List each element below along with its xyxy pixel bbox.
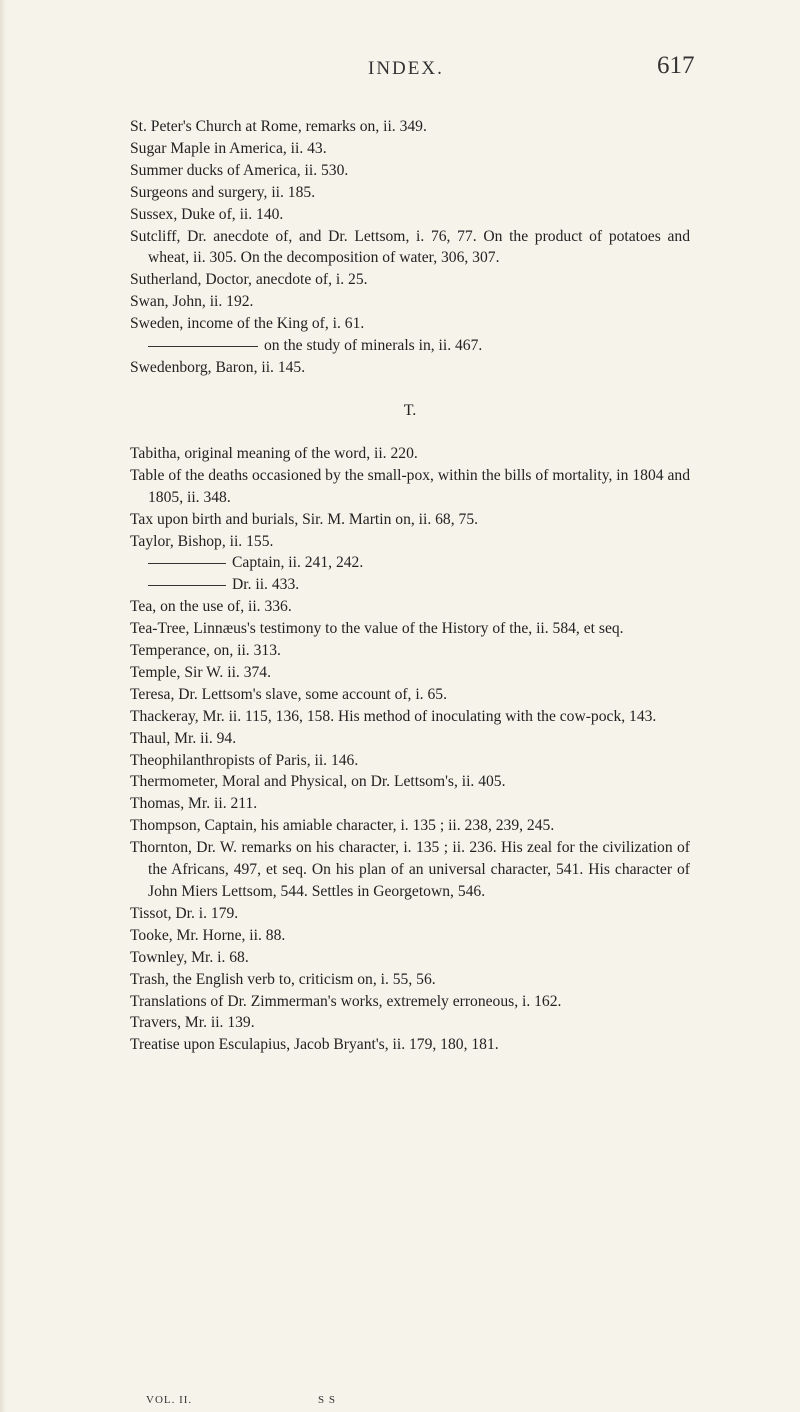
index-entry: Temple, Sir W. ii. 374. [130,663,271,681]
index-entry: Treatise upon Esculapius, Jacob Bryant's, ii. 179, 180, 181. [130,1036,499,1054]
index-entry: Thackeray, Mr. ii. 115, 136, 158. His method of inoculating with the cow-pock, 143. [130,707,657,725]
index-entry: Trash, the English verb to, criticism on, i. 55, 56. [130,970,436,988]
page-gutter-shadow [0,0,6,1412]
index-entry: Tax upon birth and burials, Sir. M. Martin on, ii. 68, 75. [130,510,479,528]
index-entries [130,116,690,1056]
index-entry: Travers, Mr. ii. 139. [130,1014,255,1032]
index-subentry [130,552,690,574]
ditto-dash [148,346,258,347]
subentry-text: on the study of minerals in, ii. 467. [264,337,483,355]
index-entry: Swedenborg, Baron, ii. 145. [130,358,306,376]
signature-mark: S S [318,1394,336,1406]
index-entry: Thompson, Captain, his amiable character, i. 135 ; ii. 238, 239, 245. [130,817,555,835]
index-entry: Translations of Dr. Zimmerman's works, extremely erroneous, i. 162. [130,992,562,1010]
index-entry: Sweden, income of the King of, i. 61. [130,315,365,333]
index-entry: Swan, John, ii. 192. [130,293,254,311]
subentry-text: Dr. ii. 433. [232,576,300,594]
index-entry: Theophilanthropists of Paris, ii. 146. [130,751,359,769]
index-entry: Tea, on the use of, ii. 336. [130,598,292,616]
index-entry: Thaul, Mr. ii. 94. [130,729,237,747]
index-entry: Sugar Maple in America, ii. 43. [130,139,327,157]
index-entry: Tooke, Mr. Horne, ii. 88. [130,926,286,944]
index-entry: Tea-Tree, Linnæus's testimony to the value of the History of the, ii. 584, et seq. [130,620,624,638]
index-entry: Tissot, Dr. i. 179. [130,904,239,922]
index-entry: St. Peter's Church at Rome, remarks on, ii. 349. [130,118,427,135]
index-entry: Summer ducks of America, ii. 530. [130,161,349,179]
running-title: INDEX. [368,58,444,79]
index-entry: Tabitha, original meaning of the word, ii. 220. [130,444,418,462]
index-entry: Sutherland, Doctor, anecdote of, i. 25. [130,271,368,289]
ditto-dash [148,563,226,564]
index-entry: Sussex, Duke of, ii. 140. [130,205,284,223]
subentry-text: Captain, ii. 241, 242. [232,554,364,572]
index-entry: Teresa, Dr. Lettsom's slave, some account of, i. 65. [130,685,447,703]
index-entry: Thermometer, Moral and Physical, on Dr. Lettsom's, ii. 405. [130,773,506,791]
page-number: 617 [657,52,695,79]
index-entry: Table of the deaths occasioned by the small-pox, within the bills of mortality, in 1804 and 1805, ii. 348. [130,466,690,506]
section-letter: T. [403,401,417,419]
index-entry: Sutcliff, Dr. anecdote of, and Dr. Lettsom, i. 76, 77. On the product of potatoes and wheat, ii. 305. On the decomposition of water, 306, 307. [130,227,690,267]
index-entry: Thornton, Dr. W. remarks on his character, i. 135 ; ii. 236. His zeal for the civilization of the Africans, 497, et seq. On his plan of an universal character, 541. His character of John Miers Lettsom, 544. Settles in Georgetown, 546. [130,839,690,900]
index-entry: Townley, Mr. i. 68. [130,948,249,966]
index-entry: Surgeons and surgery, ii. 185. [130,183,316,201]
index-entry: Thomas, Mr. ii. 211. [130,795,258,813]
page-footer [146,1394,546,1406]
index-subentry [130,335,690,357]
ditto-dash [148,585,226,586]
index-entry: Taylor, Bishop, ii. 155. [130,532,274,550]
volume-mark: VOL. II. [146,1394,193,1406]
index-entry: Temperance, on, ii. 313. [130,642,281,660]
index-subentry [130,574,690,596]
